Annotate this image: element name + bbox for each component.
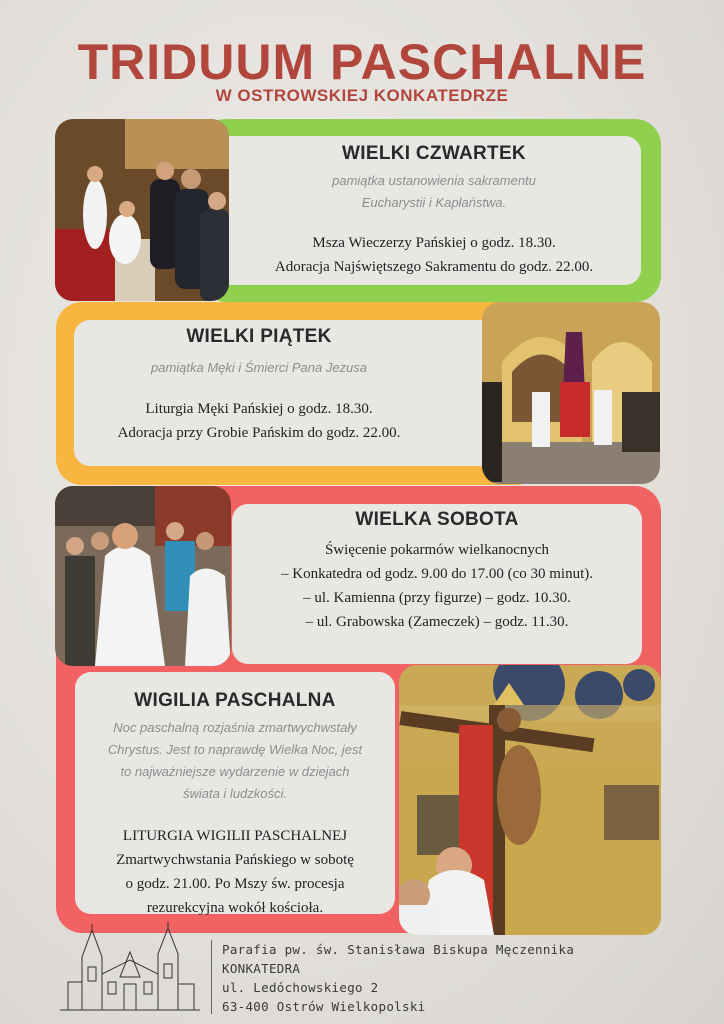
subtitle-line: świata i ludzkości. <box>182 786 288 801</box>
photo-risen-christ <box>399 665 661 935</box>
footer-divider <box>211 940 212 1014</box>
address-line: ul. Ledóchowskiego 2 <box>222 980 379 995</box>
section-body-friday <box>84 397 434 445</box>
subtitle-line: Chrystus. Jest to naprawdę Wielka Noc, jest <box>107 742 363 757</box>
section-subtitle-thursday <box>234 170 634 214</box>
section-body-thursday <box>234 231 634 279</box>
address-line: Parafia pw. św. Stanisława Biskupa Męczennika <box>222 942 575 957</box>
body-line: Zmartwychwstania Pańskiego w sobotę <box>116 852 354 868</box>
subtitle-line: pamiątka ustanowienia sakramentu <box>332 173 536 188</box>
body-line: – ul. Grabowska (Zameczek) – godz. 11.30. <box>305 614 569 630</box>
section-subtitle-vigil <box>85 717 385 805</box>
section-body-vigil <box>85 824 385 920</box>
subtitle-line: Noc paschalną rozjaśnia zmartwychwstały <box>113 720 357 735</box>
photo-procession-cross <box>482 302 660 484</box>
photo-foot-washing <box>55 119 229 301</box>
body-line: Święcenie pokarmów wielkanocnych <box>324 542 550 558</box>
section-title-friday: WIELKI PIĄTEK <box>186 326 332 347</box>
parish-address <box>222 940 574 1016</box>
body-line: Msza Wieczerzy Pańskiej o godz. 18.30. <box>312 235 556 251</box>
subtitle-line: to najważniejsze wydarzenie w dziejach <box>120 764 350 779</box>
section-subtitle-friday <box>84 357 434 379</box>
subtitle-line: pamiątka Męki i Śmierci Pana Jezusa <box>150 360 368 375</box>
subtitle-line: Eucharystii i Kapłaństwa. <box>361 195 507 210</box>
body-line: rezurekcyjna wokół kościoła. <box>146 900 324 916</box>
section-title-saturday: WIELKA SOBOTA <box>355 509 519 530</box>
section-body-saturday <box>242 538 632 634</box>
poster-title: TRIDUUM PASCHALNE <box>77 34 647 90</box>
body-line: LITURGIA WIGILII PASCHALNEJ <box>122 828 348 844</box>
address-line: 63-400 Ostrów Wielkopolski <box>222 999 426 1014</box>
section-title-vigil: WIGILIA PASCHALNA <box>134 690 336 711</box>
body-line: Adoracja przy Grobie Pańskim do godz. 22.00. <box>117 425 401 441</box>
body-line: Adoracja Najświętszego Sakramentu do godz. 22.00. <box>274 259 594 275</box>
poster-subtitle: W OSTROWSKIEJ KONKATEDRZE <box>215 86 509 105</box>
church-drawing <box>60 922 200 1014</box>
body-line: Liturgia Męki Pańskiej o godz. 18.30. <box>145 401 373 417</box>
body-line: – Konkatedra od godz. 9.00 do 17.00 (co 30 minut). <box>280 566 594 582</box>
photo-blessing-food <box>55 486 231 666</box>
body-line: o godz. 21.00. Po Mszy św. procesja <box>125 876 345 892</box>
body-line: – ul. Kamienna (przy figurze) – godz. 10.30. <box>303 590 571 606</box>
section-title-thursday: WIELKI CZWARTEK <box>342 143 526 164</box>
address-line: KONKATEDRA <box>222 961 301 976</box>
